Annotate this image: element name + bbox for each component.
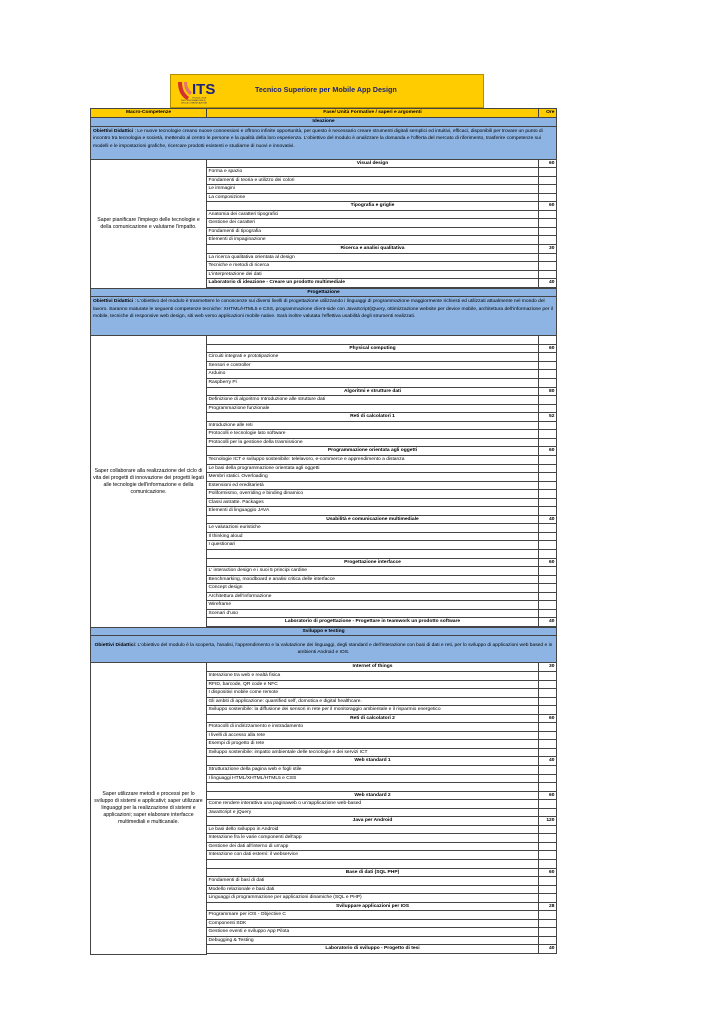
table-cell: [539, 592, 557, 601]
topic: Anatomia dei caratteri tipografici: [207, 210, 539, 219]
module-hours: 52: [539, 413, 557, 422]
table-cell: [539, 481, 557, 490]
topic: Gli ambiti di applicazione: quantified self, domotica e digital healthcare.: [207, 697, 539, 706]
table-cell: [539, 740, 557, 749]
table-cell: [539, 176, 557, 185]
table-cell: [539, 954, 557, 955]
table-cell: [539, 507, 557, 516]
table-cell: [539, 689, 557, 698]
module-title: Tipografia e griglie: [207, 202, 539, 211]
topic: Componenti SDK: [207, 919, 539, 928]
topic: Classi astratte. Packages: [207, 498, 539, 507]
table-row: [91, 159, 557, 168]
section-progettazione-title: Progettazione: [91, 288, 557, 297]
lab-title: Laboratorio di sviluppo - Progetto di tesi: [207, 945, 539, 954]
module-title: Reti di calcolatori 2: [207, 714, 539, 723]
topic: Gestione dei caratteri: [207, 219, 539, 228]
topic: Membri statici. Overloading: [207, 473, 539, 482]
table-cell: [539, 697, 557, 706]
table-cell: [539, 541, 557, 550]
objectives-row: [91, 297, 557, 336]
objectives-row: [91, 126, 557, 159]
svg-text:DELL'INFORMAZIONE E: DELL'INFORMAZIONE E: [181, 100, 206, 103]
topic: Introduzione alle reti: [207, 421, 539, 430]
table-cell: [539, 361, 557, 370]
topic: Raspberry Pi: [207, 379, 539, 388]
module-title: Algoritmi e strutture dati: [207, 387, 539, 396]
table-cell: [539, 185, 557, 194]
macro-sviluppo: Saper utilizzare metodi e processi per lo sviluppo di sistemi e applicativi; saper utilizzare linguaggi per la realizzazione di sistemi e applicazioni; saper elaborare interfacce multimediali e multicanale.: [91, 663, 207, 954]
table-header-row: [91, 109, 557, 118]
table-cell: [539, 860, 557, 869]
module-hours: 28: [539, 902, 557, 911]
topic: Le valutazioni euristiche: [207, 524, 539, 533]
module-title: Base di dati (SQL PHP): [207, 868, 539, 877]
topic: Le basi della programmazione orientata agli oggetti: [207, 464, 539, 473]
table-cell: [539, 575, 557, 584]
lab-title: Laboratorio di progettazione - Progettare in teamwork un prodotto software: [207, 618, 539, 627]
table-row: [91, 336, 557, 345]
topic: Programmare per iOS - Objective C: [207, 911, 539, 920]
table-cell: [539, 706, 557, 715]
module-hours: 60: [539, 714, 557, 723]
topic: Sensori e controller: [207, 361, 539, 370]
topic: Protocolli di indirizzamento e instradamento: [207, 723, 539, 732]
table-cell: [539, 549, 557, 558]
table-cell: [539, 877, 557, 886]
table-cell: [539, 227, 557, 236]
module-hours: 60: [539, 868, 557, 877]
module-hours: 120: [539, 817, 557, 826]
macro-progettazione: Saper collaborare alla realizzazione del ciclo di vita dei progetti di innovazione dei progetti legati alle tecnologie dell'informazione e della comunicazione.: [91, 336, 207, 628]
table-cell: [539, 774, 557, 783]
table-cell: [207, 783, 539, 792]
table-cell: [539, 473, 557, 482]
objectives-progettazione: Obiettivi Didattici : L'obiettivo del modulo è trasmettere le conoscenze sui diversi livelli di progettazione utilizzando i linguaggi di programmazione maggiormente richiesti ed utilizzati attualmente nel mondo del lavoro. Saranno maturate le seguenti competenze tecniche: XHTML/HTML5 e CSS, programmazione client-side con JavaScript/jQuery, ottimizzazione website per device mobile, architettura dell'informazione per il mobile, tecniche di responsive web design, siti web verso applicazioni mobile native. Sarà inoltre valutata l'effettiva usabilità degli strumenti realizzati.: [91, 297, 557, 336]
section-title-row: [91, 288, 557, 297]
objectives-ideazione: Obiettivi Didattici : Le nuove tecnologie creano nuove connessioni e offrono infinite opportunità, per questo è necessario creare strumenti digitali semplici ed intuitivi, efficaci, disponibili per trovare un punto di incontro tra tecnologia e società, mettendo al centro le persone e la qualità della loro esperienza. L'obiettivo del modulo è analizzare la domanda e l'offerta del mercato di riferimento, trasferire competenze sui modelli e le impostazioni grafiche, ricercare prodotti esistenti e studiarne di nuovi e innovativi.: [91, 126, 557, 159]
table-cell: [539, 253, 557, 262]
lab-hours: 40: [539, 279, 557, 288]
topic: Modello relazionale e basi dati: [207, 885, 539, 894]
module-title: Visual design: [207, 159, 539, 168]
module-title: Web standard 1: [207, 757, 539, 766]
section-title-row: [91, 627, 557, 636]
topic: Fondamenti di teoria e utilizzo dei colori: [207, 176, 539, 185]
table-cell: [539, 524, 557, 533]
table-cell: [539, 430, 557, 439]
section-title-row: [91, 118, 557, 127]
lab-hours: 40: [539, 945, 557, 954]
table-cell: [539, 336, 557, 345]
topic: Estensioni ed ereditarietà: [207, 481, 539, 490]
topic: Fondamenti di tipografia: [207, 227, 539, 236]
table-cell: [539, 396, 557, 405]
table-cell: [539, 748, 557, 757]
svg-text:ITS: ITS: [192, 81, 216, 98]
topic: Forma e spazio: [207, 168, 539, 177]
module-title: Usabilità e comunicazione multimediale: [207, 515, 539, 524]
table-cell: [539, 404, 557, 413]
topic: Interazione fra le varie componenti dell'app: [207, 834, 539, 843]
topic: Le immagini: [207, 185, 539, 194]
topic: JavaScript e jQuery: [207, 808, 539, 817]
table-cell: [539, 490, 557, 499]
header-macro: Macro-Competenze: [91, 109, 207, 118]
topic: Architettura dell'informazione: [207, 592, 539, 601]
table-cell: [539, 834, 557, 843]
objectives-sviluppo: Obiettivi Didattici: L'obiettivo del modulo è la scoperta, l'analisi, l'apprendimento e la valutazione dei linguaggi, degli standard e dell'interazione con basi di dati e reti, per lo sviluppo di applicazioni web based e in ambienti Android e IOS.: [91, 636, 557, 663]
table-cell: [539, 885, 557, 894]
table-cell: [539, 193, 557, 202]
table-cell: [539, 928, 557, 937]
page-title: Tecnico Superiore per Mobile App Design: [255, 85, 397, 94]
table-cell: [539, 438, 557, 447]
topic: I linguaggi HTML/XHTML/HTML5 e CSS: [207, 774, 539, 783]
module-title: Java per Android: [207, 817, 539, 826]
topic: Tecniche e metodi di ricerca: [207, 262, 539, 271]
table-cell: [539, 731, 557, 740]
table-cell: [539, 421, 557, 430]
topic: I dispositivi mobile come remote: [207, 689, 539, 698]
topic: Arduino: [207, 370, 539, 379]
module-hours: 80: [539, 387, 557, 396]
topic: Programmazione funzionale: [207, 404, 539, 413]
table-cell: [207, 954, 539, 955]
module-title: Programmazione orientata agli oggetti: [207, 447, 539, 456]
module-title: Web standard 2: [207, 791, 539, 800]
table-cell: [539, 825, 557, 834]
table-cell: [539, 262, 557, 271]
module-hours: 60: [539, 791, 557, 800]
table-cell: [539, 210, 557, 219]
svg-text:DELLA COMUNICAZIONE: DELLA COMUNICAZIONE: [181, 102, 208, 105]
topic: Debugging & Testing: [207, 936, 539, 945]
module-title: Reti di calcolatori 1: [207, 413, 539, 422]
section-sviluppo-title: Sviluppo e testing: [91, 627, 557, 636]
table-cell: [539, 584, 557, 593]
section-ideazione-title: Ideazione: [91, 118, 557, 127]
table-row: [91, 663, 557, 672]
table-cell: [539, 601, 557, 610]
table-cell: [207, 860, 539, 869]
topic: Elementi di impaginazione: [207, 236, 539, 245]
table-cell: [539, 842, 557, 851]
module-hours: 60: [539, 344, 557, 353]
table-cell: [539, 353, 557, 362]
module-title: Physical computing: [207, 344, 539, 353]
table-cell: [539, 379, 557, 388]
table-cell: [207, 549, 539, 558]
module-hours: 30: [539, 663, 557, 672]
table-cell: [539, 800, 557, 809]
topic: Wireframe: [207, 601, 539, 610]
module-hours: 60: [539, 558, 557, 567]
topic: Strutturazione della pagina web e fogli stile: [207, 766, 539, 775]
header-fase: Fase/ Unità Formative / saperi e argomenti: [207, 109, 539, 118]
topic: I questionari: [207, 541, 539, 550]
topic: Interazione con dati esterni: il webservice: [207, 851, 539, 860]
topic: Circuiti integrati e prototipazione: [207, 353, 539, 362]
table-cell: [539, 270, 557, 279]
topic: Gestione dei dati all'interno di un'app: [207, 842, 539, 851]
topic: I livelli di accesso alla rete: [207, 731, 539, 740]
topic: Linguaggi di programmazione per applicazioni dinamiche (SQL e PHP): [207, 894, 539, 903]
table-cell: [539, 455, 557, 464]
table-cell: [539, 609, 557, 618]
module-hours: 40: [539, 757, 557, 766]
curriculum-table: [90, 108, 557, 955]
table-cell: [539, 464, 557, 473]
objectives-row: [91, 636, 557, 663]
topic: Benchmarking, moodboard e analisi critica delle interfacce: [207, 575, 539, 584]
topic: Tecnologie ICT e sviluppo sostenibile: telelavoro, e-commerce e apprendimento a distanza: [207, 455, 539, 464]
topic: La composizione: [207, 193, 539, 202]
topic: Il thinking aloud: [207, 532, 539, 541]
table-cell: [539, 766, 557, 775]
topic: RFID, barcode, QR code e NFC: [207, 680, 539, 689]
topic: Sviluppo sostenibile: impatto ambientale delle tecnologie e dei servizi ICT: [207, 748, 539, 757]
topic: Poliformismo, overriding e binding dinamico: [207, 490, 539, 499]
topic: Gestione eventi e sviluppo App Pilota: [207, 928, 539, 937]
table-cell: [539, 723, 557, 732]
topic: Protocolli per la gestione della trasmissione: [207, 438, 539, 447]
topic: Esempi di progetto di rete: [207, 740, 539, 749]
header-ore: Ore: [539, 109, 557, 118]
module-title: Ricerca e analisi qualitativa: [207, 245, 539, 254]
its-logo: [175, 77, 231, 106]
topic: Sviluppo sostenibile: la diffusione dei sensori in rete per il monitoraggio ambientale e il risparmio energetico: [207, 706, 539, 715]
module-hours: 30: [539, 245, 557, 254]
topic: Interazione tra web e realtà fisica: [207, 671, 539, 680]
table-cell: [539, 498, 557, 507]
module-hours: 40: [539, 515, 557, 524]
header-banner: [170, 74, 484, 108]
table-cell: [539, 168, 557, 177]
topic: Protocolli e tecnologie lato software: [207, 430, 539, 439]
table-cell: [539, 236, 557, 245]
module-hours: 60: [539, 202, 557, 211]
table-cell: [539, 671, 557, 680]
topic: Definizione di algoritmo Introduzione alle strutture dati: [207, 396, 539, 405]
topic: Scenari d'uso: [207, 609, 539, 618]
table-cell: [539, 680, 557, 689]
module-hours: 60: [539, 447, 557, 456]
macro-ideazione: Saper pianificare l'impiego delle tecnologie e della comunicazione e valutarne l'impatto.: [91, 159, 207, 288]
table-cell: [539, 911, 557, 920]
module-title: Progettazione interfacce: [207, 558, 539, 567]
table-cell: [539, 851, 557, 860]
topic: La ricerca qualitativa orientata al design: [207, 253, 539, 262]
table-cell: [539, 936, 557, 945]
lab-title: Laboratorio di ideazione - Creare un prodotto multimediale: [207, 279, 539, 288]
module-hours: 60: [539, 159, 557, 168]
svg-text:TECNOLOGIE: TECNOLOGIE: [192, 97, 207, 100]
topic: L'interpretazione dei dati: [207, 270, 539, 279]
module-title: Sviluppare applicazioni per IOS: [207, 902, 539, 911]
table-cell: [539, 567, 557, 576]
topic: Concept design: [207, 584, 539, 593]
table-cell: [539, 219, 557, 228]
topic: Fondamenti di basi di dati: [207, 877, 539, 886]
table-cell: [207, 336, 539, 345]
table-cell: [539, 919, 557, 928]
table-cell: [539, 783, 557, 792]
table-cell: [539, 370, 557, 379]
topic: Elementi di linguaggio JAVA: [207, 507, 539, 516]
table-cell: [539, 894, 557, 903]
lab-hours: 40: [539, 618, 557, 627]
topic: Le basi dello sviluppo in Android: [207, 825, 539, 834]
topic: L' interaction design e i suoi 5 principi cardine: [207, 567, 539, 576]
topic: Come rendere interattiva una paginaweb o un'applicazione web-based: [207, 800, 539, 809]
table-cell: [539, 808, 557, 817]
module-title: Internet of things: [207, 663, 539, 672]
table-cell: [539, 532, 557, 541]
